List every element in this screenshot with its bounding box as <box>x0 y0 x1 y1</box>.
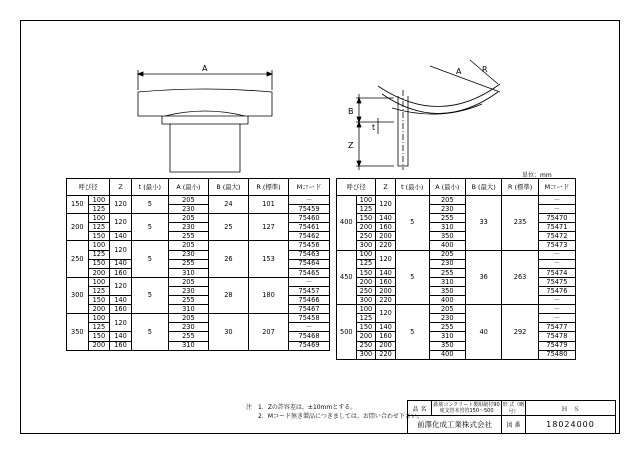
a-cell: 255 <box>168 259 208 268</box>
r-cell: 153 <box>248 241 288 277</box>
branch-diameter-cell: 125 <box>88 286 110 295</box>
note-line-2: 2．Mコード無き製品につきましては、お問い合わせ下さい。 <box>246 413 423 420</box>
t-cell: 5 <box>131 214 168 241</box>
branch-diameter-cell: 250 <box>356 286 376 295</box>
z-cell: 140 <box>110 332 132 341</box>
branch-diameter-cell: 200 <box>88 268 110 277</box>
branch-diameter-cell: 300 <box>356 350 376 359</box>
branch-diameter-cell: 300 <box>356 296 376 305</box>
main-diameter-cell: 500 <box>337 305 357 360</box>
b-cell: 36 <box>465 250 501 305</box>
z-cell: 160 <box>110 305 132 314</box>
m-code-cell: － <box>289 196 330 205</box>
m-code-cell: 75477 <box>538 323 575 332</box>
table-row <box>67 214 330 223</box>
table-row <box>337 223 576 232</box>
b-cell: 25 <box>208 214 248 241</box>
branch-diameter-cell: 150 <box>356 323 376 332</box>
m-code-cell: 75456 <box>289 241 330 250</box>
m-code-cell: 75479 <box>538 341 575 350</box>
dim-label-z: Z <box>348 141 354 150</box>
a-cell: 205 <box>429 196 465 205</box>
table-row <box>67 241 330 250</box>
table-row <box>337 241 576 250</box>
z-cell: 140 <box>110 259 132 268</box>
table-row <box>67 323 330 332</box>
table-row <box>337 286 576 295</box>
a-cell: 230 <box>168 323 208 332</box>
title-std-value: Ｈ Ｓ <box>526 401 616 416</box>
a-cell: 205 <box>168 214 208 223</box>
a-cell: 255 <box>429 214 465 223</box>
branch-diameter-cell: 125 <box>356 314 376 323</box>
branch-diameter-cell: 200 <box>356 277 376 286</box>
main-diameter-cell: 250 <box>67 241 89 277</box>
z-cell: 160 <box>110 268 132 277</box>
branch-diameter-cell: 100 <box>356 305 376 314</box>
z-cell: 160 <box>110 341 132 350</box>
title-name-value: 鉄筋コンクリート製組制付90度支管本管管150～500 <box>433 402 500 414</box>
m-code-cell: － <box>289 277 330 286</box>
m-code-cell: 75480 <box>538 350 575 359</box>
title-name-label: 品 名 <box>408 401 432 416</box>
branch-diameter-cell: 150 <box>88 259 110 268</box>
table-row <box>337 259 576 268</box>
b-cell: 24 <box>208 196 248 214</box>
table-row <box>67 296 330 305</box>
a-cell: 230 <box>168 250 208 259</box>
header-cell: t (最小) <box>395 179 429 196</box>
b-cell: 30 <box>208 314 248 350</box>
m-code-cell: － <box>538 250 575 259</box>
z-cell: 120 <box>110 196 132 214</box>
table-row <box>67 277 330 286</box>
z-cell: 120 <box>110 277 132 295</box>
a-cell: 400 <box>429 350 465 359</box>
table-row <box>337 305 576 314</box>
a-cell: 310 <box>429 277 465 286</box>
header-cell: Mコード <box>289 179 330 196</box>
table-row <box>67 268 330 277</box>
table-row <box>67 250 330 259</box>
r-cell: 180 <box>248 277 288 313</box>
branch-diameter-cell: 125 <box>88 223 110 232</box>
branch-diameter-cell: 250 <box>356 232 376 241</box>
m-code-cell: － <box>538 259 575 268</box>
table-row <box>337 350 576 359</box>
branch-diameter-cell: 100 <box>88 196 110 205</box>
table-row <box>337 323 576 332</box>
m-code-cell: 75461 <box>289 223 330 232</box>
header-cell: R (標準) <box>502 179 538 196</box>
t-cell: 5 <box>395 196 429 251</box>
z-cell: 200 <box>376 286 396 295</box>
branch-diameter-cell: 300 <box>356 241 376 250</box>
header-cell: 呼び径 <box>337 179 376 196</box>
z-cell: 120 <box>110 214 132 232</box>
a-cell: 205 <box>168 241 208 250</box>
m-code-cell: 75473 <box>538 241 575 250</box>
z-cell: 220 <box>376 350 396 359</box>
r-cell: 292 <box>502 305 538 360</box>
table-row <box>337 205 576 214</box>
saddle-dome <box>165 111 245 116</box>
branch-diameter-cell: 100 <box>88 314 110 323</box>
a-cell: 310 <box>429 223 465 232</box>
a-cell: 255 <box>168 232 208 241</box>
table-row <box>67 223 330 232</box>
main-diameter-cell: 350 <box>67 314 89 350</box>
dim-label-a: A <box>202 64 208 73</box>
branch-diameter-cell: 125 <box>88 250 110 259</box>
t-cell: 5 <box>131 277 168 313</box>
header-row <box>67 179 330 196</box>
a-cell: 205 <box>429 305 465 314</box>
m-code-cell: 75464 <box>289 259 330 268</box>
header-cell: Z <box>376 179 396 196</box>
z-cell: 200 <box>376 341 396 350</box>
m-code-cell: 75474 <box>538 268 575 277</box>
dim-label-t: t <box>372 123 376 132</box>
m-code-cell: 75462 <box>289 232 330 241</box>
a-cell: 310 <box>168 305 208 314</box>
branch-diameter-cell: 100 <box>88 241 110 250</box>
table-row <box>337 314 576 323</box>
a-cell: 255 <box>429 268 465 277</box>
m-code-cell: 75466 <box>289 296 330 305</box>
z-cell: 120 <box>376 305 396 323</box>
main-diameter-cell: 150 <box>67 196 89 214</box>
z-cell: 140 <box>110 232 132 241</box>
branch-diameter-cell: 125 <box>88 323 110 332</box>
header-row <box>337 179 576 196</box>
b-cell: 28 <box>208 277 248 313</box>
main-diameter-cell: 400 <box>337 196 357 251</box>
header-cell: A (最小) <box>429 179 465 196</box>
m-code-cell: 75468 <box>289 332 330 341</box>
saddle-arc-outer <box>378 84 500 107</box>
notes <box>246 403 423 421</box>
unit-note: 単位：mm <box>522 172 552 179</box>
m-code-cell: 75467 <box>289 305 330 314</box>
t-cell: 5 <box>395 250 429 305</box>
branch-diameter-cell: 250 <box>356 341 376 350</box>
m-code-cell: 75457 <box>289 286 330 295</box>
a-cell: 310 <box>168 268 208 277</box>
a-cell: 400 <box>429 296 465 305</box>
table-row <box>337 268 576 277</box>
z-cell: 160 <box>376 332 396 341</box>
z-cell: 220 <box>376 241 396 250</box>
header-cell: Z <box>110 179 132 196</box>
branch-diameter-cell: 200 <box>88 305 110 314</box>
spec-table-right <box>336 178 576 360</box>
a-cell: 255 <box>168 332 208 341</box>
m-code-cell: 75459 <box>289 205 330 214</box>
z-cell: 220 <box>376 296 396 305</box>
z-cell: 160 <box>376 277 396 286</box>
r-cell: 263 <box>502 250 538 305</box>
header-cell: B (最大) <box>208 179 248 196</box>
title-no-value: 18024000 <box>526 416 616 434</box>
m-code-cell: 75463 <box>289 250 330 259</box>
m-code-cell: － <box>289 323 330 332</box>
z-cell: 140 <box>110 296 132 305</box>
branch-diameter-cell: 200 <box>356 332 376 341</box>
note-line-1: 注 1．Zの許容差は、±10mmとする。 <box>246 404 357 411</box>
branch-diameter-cell: 150 <box>88 332 110 341</box>
m-code-cell: 75458 <box>289 314 330 323</box>
main-diameter-cell: 200 <box>67 214 89 241</box>
t-cell: 5 <box>131 241 168 277</box>
r-cell: 127 <box>248 214 288 241</box>
z-cell: 120 <box>110 241 132 259</box>
table-row <box>337 332 576 341</box>
saddle-arc-base <box>392 104 482 114</box>
table-row <box>67 332 330 341</box>
branch-diameter-cell: 100 <box>356 250 376 259</box>
t-cell: 5 <box>131 196 168 214</box>
main-diameter-cell: 300 <box>67 277 89 313</box>
dim-label-b: B <box>348 107 354 116</box>
header-cell: Mコード <box>538 179 575 196</box>
saddle-pipe <box>170 124 240 172</box>
a-cell: 230 <box>429 314 465 323</box>
t-cell: 5 <box>131 314 168 350</box>
branch-diameter-cell: 125 <box>88 205 110 214</box>
table-row <box>67 196 330 205</box>
m-code-cell: 75478 <box>538 332 575 341</box>
a-cell: 350 <box>429 341 465 350</box>
branch-diameter-cell: 125 <box>356 259 376 268</box>
r-cell: 235 <box>502 196 538 251</box>
b-cell: 40 <box>465 305 501 360</box>
title-block <box>407 400 616 434</box>
branch-diameter-cell: 200 <box>88 341 110 350</box>
m-code-cell: 75472 <box>538 232 575 241</box>
table-row <box>67 259 330 268</box>
title-no-label: 図 番 <box>502 416 526 434</box>
a-cell: 205 <box>429 250 465 259</box>
branch-diameter-cell: 100 <box>88 277 110 286</box>
branch-diameter-cell: 150 <box>356 214 376 223</box>
b-cell: 33 <box>465 196 501 251</box>
table-row <box>67 341 330 350</box>
m-code-cell: 75471 <box>538 223 575 232</box>
z-cell: 140 <box>376 268 396 277</box>
branch-diameter-cell: 150 <box>88 232 110 241</box>
z-cell: 140 <box>376 323 396 332</box>
m-code-cell: 75475 <box>538 277 575 286</box>
dim-label-a-right: A <box>456 67 462 76</box>
branch-diameter-cell: 100 <box>88 214 110 223</box>
a-cell: 205 <box>168 314 208 323</box>
r-cell: 101 <box>248 196 288 214</box>
table-row <box>67 305 330 314</box>
r-cell: 207 <box>248 314 288 350</box>
table-row <box>337 232 576 241</box>
m-code-cell: － <box>538 314 575 323</box>
a-cell: 230 <box>168 286 208 295</box>
table-row <box>337 214 576 223</box>
table-row <box>67 232 330 241</box>
a-cell: 255 <box>429 323 465 332</box>
m-code-cell: 75470 <box>538 214 575 223</box>
table-row <box>67 205 330 214</box>
spec-table-left <box>66 178 330 351</box>
a-cell: 310 <box>168 341 208 350</box>
a-cell: 310 <box>429 332 465 341</box>
table-row <box>67 286 330 295</box>
table-row <box>337 196 576 205</box>
title-company: 前澤化成工業株式会社 <box>408 416 502 434</box>
m-code-cell: 75465 <box>289 268 330 277</box>
saddle-top-outline <box>138 89 272 116</box>
table-row <box>337 277 576 286</box>
dim-label-r: R <box>482 65 488 74</box>
a-cell: 350 <box>429 232 465 241</box>
table-row <box>337 250 576 259</box>
a-cell: 230 <box>168 205 208 214</box>
m-code-cell: － <box>538 205 575 214</box>
branch-diameter-cell: 150 <box>356 268 376 277</box>
a-cell: 205 <box>168 277 208 286</box>
m-code-cell: 75469 <box>289 341 330 350</box>
table-row <box>337 341 576 350</box>
m-code-cell: － <box>538 296 575 305</box>
branch-diameter-cell: 150 <box>88 296 110 305</box>
a-cell: 230 <box>168 223 208 232</box>
z-cell: 120 <box>376 250 396 268</box>
branch-diameter-cell: 125 <box>356 205 376 214</box>
table-row <box>337 296 576 305</box>
a-cell: 350 <box>429 286 465 295</box>
m-code-cell: 75476 <box>538 286 575 295</box>
header-cell: t (最小) <box>131 179 168 196</box>
a-cell: 230 <box>429 259 465 268</box>
z-cell: 140 <box>376 214 396 223</box>
header-cell: B (最大) <box>465 179 501 196</box>
z-cell: 160 <box>376 223 396 232</box>
b-cell: 26 <box>208 241 248 277</box>
a-cell: 400 <box>429 241 465 250</box>
t-cell: 5 <box>395 305 429 360</box>
branch-diameter-cell: 200 <box>356 223 376 232</box>
header-cell: A (最小) <box>168 179 208 196</box>
main-diameter-cell: 450 <box>337 250 357 305</box>
m-code-cell: － <box>538 196 575 205</box>
branch-diameter-cell: 100 <box>356 196 376 205</box>
title-std-label: 形 式（略号） <box>502 402 525 415</box>
a-cell: 205 <box>168 196 208 205</box>
table-row <box>67 314 330 323</box>
header-cell: R (標準) <box>248 179 288 196</box>
a-cell: 230 <box>429 205 465 214</box>
header-cell: 呼び径 <box>67 179 110 196</box>
z-cell: 120 <box>110 314 132 332</box>
z-cell: 120 <box>376 196 396 214</box>
z-cell: 200 <box>376 232 396 241</box>
m-code-cell: 75460 <box>289 214 330 223</box>
saddle-collar <box>162 116 248 124</box>
m-code-cell: － <box>538 305 575 314</box>
a-cell: 255 <box>168 296 208 305</box>
